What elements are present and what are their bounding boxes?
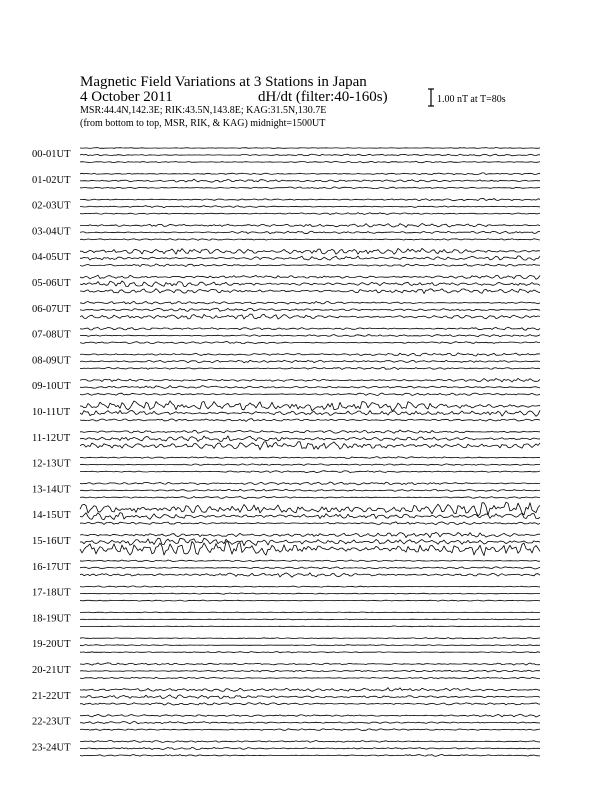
trace-msr-00-01ut bbox=[80, 161, 540, 163]
station-coordinates: MSR:44.4N,142.3E; RIK:43.5N,143.8E; KAG:31.5N,130.7E bbox=[80, 105, 327, 116]
trace-msr-20-21ut bbox=[80, 677, 540, 679]
trace-rik-14-15ut bbox=[80, 513, 540, 520]
row-label: 11-12UT bbox=[32, 432, 71, 444]
trace-rik-13-14ut bbox=[80, 489, 540, 491]
trace-kag-21-22ut bbox=[80, 688, 540, 692]
trace-kag-06-07ut bbox=[80, 301, 540, 304]
chart-title: Magnetic Field Variations at 3 Stations in Japan bbox=[80, 74, 367, 90]
trace-rik-23-24ut bbox=[80, 747, 540, 749]
trace-msr-10-11ut bbox=[80, 419, 540, 422]
trace-rik-19-20ut bbox=[80, 645, 540, 646]
trace-msr-17-18ut bbox=[80, 600, 540, 601]
row-label: 09-10UT bbox=[32, 381, 71, 393]
row-label: 08-09UT bbox=[32, 355, 71, 367]
trace-rik-09-10ut bbox=[80, 386, 540, 389]
trace-kag-23-24ut bbox=[80, 740, 540, 742]
trace-msr-15-16ut bbox=[80, 541, 540, 555]
trace-kag-15-16ut bbox=[80, 532, 540, 537]
trace-msr-12-13ut bbox=[80, 471, 540, 473]
trace-kag-13-14ut bbox=[80, 482, 540, 485]
trace-kag-22-23ut bbox=[80, 714, 540, 717]
row-label: 07-08UT bbox=[32, 329, 71, 341]
trace-msr-07-08ut bbox=[80, 342, 540, 344]
trace-kag-00-01ut bbox=[80, 148, 540, 149]
trace-rik-16-17ut bbox=[80, 567, 540, 569]
station-order-note: (from bottom to top, MSR, RIK, & KAG) midnight=1500UT bbox=[80, 118, 326, 129]
trace-kag-03-04ut bbox=[80, 224, 540, 228]
trace-kag-09-10ut bbox=[80, 378, 540, 382]
trace-kag-05-06ut bbox=[80, 275, 540, 279]
trace-rik-02-03ut bbox=[80, 206, 540, 208]
trace-msr-13-14ut bbox=[80, 496, 540, 498]
trace-rik-22-23ut bbox=[80, 721, 540, 723]
trace-rik-03-04ut bbox=[80, 231, 540, 234]
trace-msr-21-22ut bbox=[80, 703, 540, 706]
trace-msr-06-07ut bbox=[80, 314, 540, 319]
row-label: 16-17UT bbox=[32, 561, 71, 573]
trace-msr-01-02ut bbox=[80, 187, 540, 189]
trace-rik-17-18ut bbox=[80, 593, 540, 594]
trace-msr-19-20ut bbox=[80, 652, 540, 653]
trace-kag-14-15ut bbox=[80, 502, 540, 516]
trace-rows bbox=[32, 148, 540, 757]
row-label: 06-07UT bbox=[32, 303, 71, 315]
row-label: 18-19UT bbox=[32, 613, 71, 625]
row-label: 23-24UT bbox=[32, 742, 71, 754]
trace-kag-04-05ut bbox=[80, 248, 540, 254]
row-label: 13-14UT bbox=[32, 484, 71, 496]
chart-date: 4 October 2011 bbox=[80, 89, 173, 105]
row-label: 15-16UT bbox=[32, 536, 71, 547]
row-label: 12-13UT bbox=[32, 458, 71, 470]
trace-kag-07-08ut bbox=[80, 327, 540, 330]
row-label: 20-21UT bbox=[32, 665, 71, 676]
trace-msr-11-12ut bbox=[80, 442, 540, 450]
trace-rik-12-13ut bbox=[80, 464, 540, 466]
chart-quantity: dH/dt (filter:40-160s) bbox=[258, 89, 388, 105]
trace-kag-11-12ut bbox=[80, 430, 540, 433]
trace-kag-02-03ut bbox=[80, 199, 540, 201]
trace-msr-02-03ut bbox=[80, 213, 540, 215]
trace-kag-17-18ut bbox=[80, 586, 540, 587]
trace-msr-09-10ut bbox=[80, 393, 540, 396]
row-label: 04-05UT bbox=[32, 252, 71, 264]
trace-msr-22-23ut bbox=[80, 729, 540, 731]
trace-kag-01-02ut bbox=[80, 173, 540, 175]
row-label: 21-22UT bbox=[32, 690, 71, 702]
row-label: 17-18UT bbox=[32, 587, 71, 599]
trace-msr-08-09ut bbox=[80, 367, 540, 369]
trace-msr-03-04ut bbox=[80, 239, 540, 241]
trace-kag-16-17ut bbox=[80, 560, 540, 562]
row-label: 03-04UT bbox=[32, 226, 71, 238]
trace-kag-08-09ut bbox=[80, 353, 540, 356]
scale-label: 1.00 nT at T=80s bbox=[437, 94, 506, 105]
row-label: 22-23UT bbox=[32, 716, 71, 728]
trace-rik-06-07ut bbox=[80, 308, 540, 311]
trace-kag-10-11ut bbox=[80, 401, 540, 411]
row-label: 00-01UT bbox=[32, 149, 71, 160]
row-label: 14-15UT bbox=[32, 510, 71, 522]
trace-msr-18-19ut bbox=[80, 626, 540, 627]
trace-rik-01-02ut bbox=[80, 179, 540, 182]
trace-msr-04-05ut bbox=[80, 264, 540, 267]
row-label: 19-20UT bbox=[32, 639, 71, 651]
trace-msr-14-15ut bbox=[80, 522, 540, 525]
trace-rik-00-01ut bbox=[80, 154, 540, 156]
trace-rik-04-05ut bbox=[80, 256, 540, 260]
row-label: 05-06UT bbox=[32, 278, 71, 289]
trace-kag-20-21ut bbox=[80, 663, 540, 665]
trace-rik-08-09ut bbox=[80, 360, 540, 363]
trace-rik-15-16ut bbox=[80, 538, 540, 546]
trace-rik-18-19ut bbox=[80, 619, 540, 620]
scale-bar bbox=[428, 89, 506, 106]
row-label: 10-11UT bbox=[32, 407, 71, 418]
trace-msr-23-24ut bbox=[80, 755, 540, 757]
trace-rik-20-21ut bbox=[80, 670, 540, 672]
trace-rik-11-12ut bbox=[80, 436, 540, 442]
trace-msr-16-17ut bbox=[80, 573, 540, 577]
trace-kag-18-19ut bbox=[80, 612, 540, 613]
row-label: 01-02UT bbox=[32, 174, 71, 186]
trace-kag-12-13ut bbox=[80, 457, 540, 459]
trace-rik-21-22ut bbox=[80, 695, 540, 699]
row-label: 02-03UT bbox=[32, 200, 71, 212]
trace-rik-10-11ut bbox=[80, 410, 540, 416]
trace-rik-05-06ut bbox=[80, 281, 540, 287]
trace-kag-19-20ut bbox=[80, 638, 540, 639]
trace-rik-07-08ut bbox=[80, 335, 540, 337]
trace-msr-05-06ut bbox=[80, 289, 540, 294]
